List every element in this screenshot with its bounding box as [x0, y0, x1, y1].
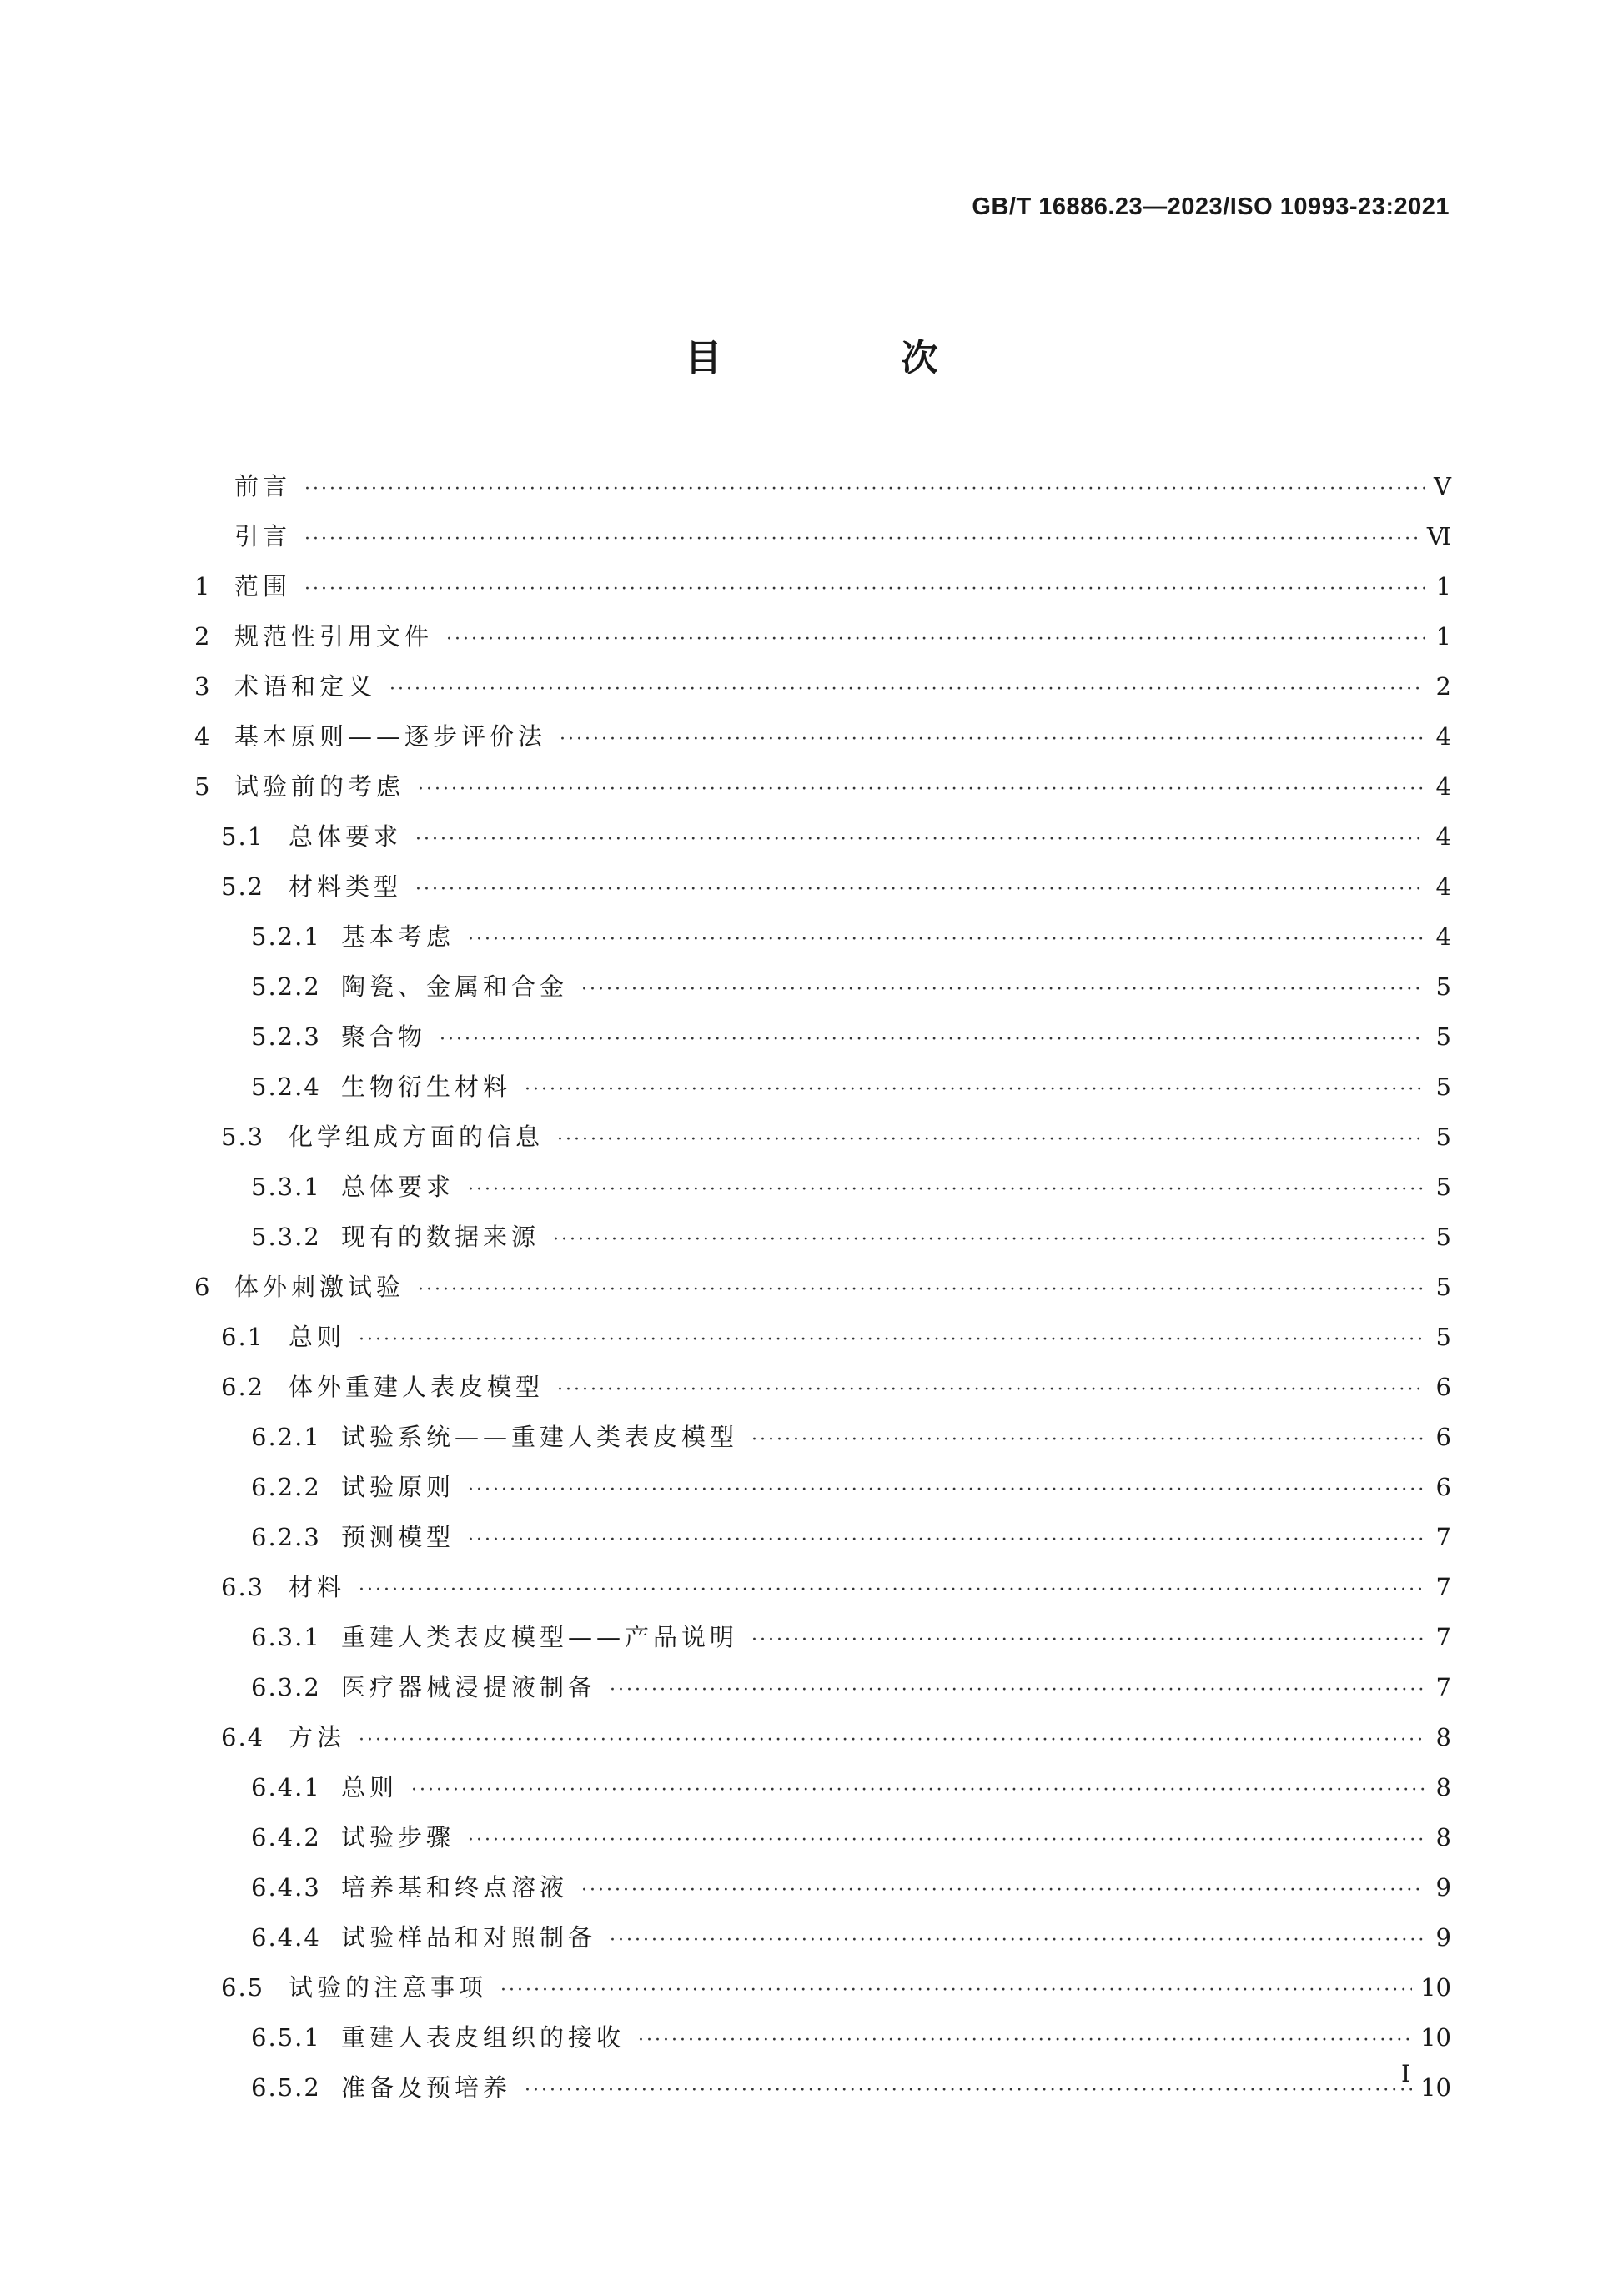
- toc-entry-title: 预测模型: [341, 1523, 455, 1551]
- toc-entry-title: 试验的注意事项: [289, 1973, 488, 2002]
- toc-entry-number: 5: [194, 772, 212, 801]
- toc-entry-title: 生物衍生材料: [341, 1073, 512, 1101]
- toc-entry-number: 5.3: [221, 1123, 265, 1151]
- toc-entry[interactable]: [194, 1862, 1451, 1912]
- toc-entry[interactable]: [194, 1762, 1451, 1812]
- toc-entry-page: 4: [1435, 772, 1451, 801]
- toc-entry[interactable]: [194, 1162, 1451, 1212]
- toc-entry-title: 术语和定义: [234, 672, 377, 701]
- toc-entry-number: 6.2.3: [251, 1523, 321, 1551]
- toc-entry[interactable]: [194, 461, 1451, 511]
- dot-leader: [557, 1365, 1425, 1415]
- toc-entry-page: 4: [1435, 722, 1451, 751]
- toc-entry[interactable]: [194, 1962, 1451, 2012]
- toc-entry-number: 6.2: [221, 1373, 265, 1401]
- toc-entry-number: 5.2.3: [251, 1022, 321, 1051]
- toc-entry-page: 5: [1435, 1022, 1451, 1051]
- toc-entry-page: 5: [1435, 972, 1451, 1001]
- toc-entry-title: 陶瓷、金属和合金: [341, 972, 569, 1001]
- toc-entry[interactable]: [194, 1062, 1451, 1112]
- toc-entry[interactable]: [194, 711, 1451, 761]
- toc-entry-page: 8: [1435, 1823, 1451, 1851]
- toc-entry-title: 化学组成方面的信息: [289, 1123, 545, 1151]
- toc-entry[interactable]: [194, 1512, 1451, 1562]
- dot-leader: [610, 1665, 1425, 1716]
- toc-entry-page: 7: [1435, 1523, 1451, 1551]
- toc-entry-title: 材料: [289, 1573, 346, 1601]
- toc-entry-page: 7: [1435, 1573, 1451, 1601]
- dot-leader: [415, 865, 1425, 915]
- toc-entry-title: 总体要求: [341, 1173, 455, 1201]
- toc-entry-page: 4: [1435, 822, 1451, 851]
- toc-entry-title: 现有的数据来源: [341, 1223, 540, 1251]
- toc-entry-page: 6: [1435, 1423, 1451, 1451]
- toc-entry-page: 8: [1435, 1723, 1451, 1751]
- toc-entry-number: 6: [194, 1273, 212, 1301]
- toc-entry-page: 2: [1435, 672, 1451, 701]
- toc-entry[interactable]: [194, 1812, 1451, 1862]
- toc-entry-page: 9: [1435, 1923, 1451, 1952]
- toc-entry-title: 重建人表皮组织的接收: [341, 2023, 626, 2052]
- table-of-contents: [194, 461, 1451, 2113]
- toc-entry-title: 试验步骤: [341, 1823, 455, 1851]
- dot-leader: [638, 2016, 1412, 2066]
- standard-number: GB/T 16886.23—2023/ISO 10993-23:2021: [972, 193, 1450, 220]
- toc-entry-number: 5.3.1: [251, 1173, 321, 1201]
- toc-entry[interactable]: [194, 1262, 1451, 1312]
- toc-entry[interactable]: [194, 862, 1451, 912]
- toc-entry-number: 5.2: [221, 872, 265, 901]
- toc-entry-page: 5: [1435, 1173, 1451, 1201]
- toc-entry-page: Ⅴ: [1434, 472, 1451, 500]
- toc-entry-title: 引言: [234, 522, 292, 550]
- dot-leader: [359, 1315, 1425, 1365]
- dot-leader: [581, 1866, 1425, 1916]
- dot-leader: [468, 915, 1425, 965]
- toc-entry-page: 6: [1435, 1373, 1451, 1401]
- toc-title: 目 次: [685, 337, 1022, 379]
- dot-leader: [557, 1115, 1425, 1165]
- toc-entry-title: 基本考虑: [341, 922, 455, 951]
- dot-leader: [751, 1615, 1425, 1665]
- toc-entry-number: 5.3.2: [251, 1223, 321, 1251]
- toc-entry[interactable]: [194, 912, 1451, 962]
- dot-leader: [468, 1165, 1425, 1215]
- dot-leader: [560, 715, 1425, 765]
- toc-entry[interactable]: [194, 1662, 1451, 1712]
- dot-leader: [500, 1966, 1412, 2016]
- dot-leader: [610, 1916, 1425, 1966]
- toc-entry-number: 6.5.2: [251, 2073, 321, 2102]
- toc-entry-page: 4: [1435, 872, 1451, 901]
- toc-entry-number: 6.4.1: [251, 1773, 321, 1801]
- toc-entry[interactable]: [194, 1562, 1451, 1612]
- toc-entry-number: 6.1: [221, 1323, 265, 1351]
- toc-entry[interactable]: [194, 1462, 1451, 1512]
- dot-leader: [468, 1515, 1425, 1565]
- toc-entry-page: 5: [1435, 1123, 1451, 1151]
- toc-entry-number: 6.3: [221, 1573, 265, 1601]
- toc-entry-number: 5.1: [221, 822, 265, 851]
- dot-leader: [446, 615, 1425, 665]
- toc-entry[interactable]: [194, 561, 1451, 611]
- toc-entry-title: 前言: [234, 472, 292, 500]
- toc-entry-number: 2: [194, 622, 212, 651]
- toc-entry-title: 试验样品和对照制备: [341, 1923, 597, 1952]
- toc-entry-number: 6.2.1: [251, 1423, 321, 1451]
- dot-leader: [468, 1465, 1425, 1515]
- dot-leader: [304, 515, 1419, 565]
- toc-entry-title: 准备及预培养: [341, 2073, 512, 2102]
- toc-entry-title: 聚合物: [341, 1022, 427, 1051]
- toc-entry-number: 4: [194, 722, 212, 751]
- toc-entry[interactable]: [194, 1312, 1451, 1362]
- toc-entry[interactable]: [194, 1612, 1451, 1662]
- page-number: Ⅰ: [1401, 2060, 1411, 2088]
- toc-entry-page: 1: [1435, 622, 1451, 651]
- toc-entry[interactable]: [194, 761, 1451, 811]
- toc-entry-title: 体外重建人表皮模型: [289, 1373, 545, 1401]
- toc-entry-number: 6.5.1: [251, 2023, 321, 2052]
- toc-entry-number: 5.2.2: [251, 972, 321, 1001]
- toc-entry[interactable]: [194, 962, 1451, 1012]
- toc-entry-number: 6.3.2: [251, 1673, 321, 1701]
- toc-entry-number: 6.2.2: [251, 1473, 321, 1501]
- toc-entry[interactable]: [194, 2012, 1451, 2062]
- toc-entry-title: 基本原则——逐步评价法: [234, 722, 547, 751]
- dot-leader: [468, 1816, 1425, 1866]
- toc-entry-page: 4: [1435, 922, 1451, 951]
- toc-entry-title: 体外刺激试验: [234, 1273, 405, 1301]
- toc-entry-number: 6.4.2: [251, 1823, 321, 1851]
- toc-entry-title: 总则: [289, 1323, 346, 1351]
- toc-entry-title: 试验前的考虑: [234, 772, 405, 801]
- dot-leader: [359, 1716, 1425, 1766]
- toc-entry-title: 范围: [234, 572, 292, 600]
- dot-leader: [389, 665, 1425, 715]
- dot-leader: [553, 1215, 1425, 1265]
- toc-entry-title: 材料类型: [289, 872, 403, 901]
- toc-entry-title: 试验原则: [341, 1473, 455, 1501]
- dot-leader: [525, 2066, 1412, 2116]
- toc-entry-number: 3: [194, 672, 212, 701]
- toc-entry-title: 试验系统——重建人类表皮模型: [341, 1423, 739, 1451]
- toc-entry[interactable]: [194, 1412, 1451, 1462]
- toc-entry-page: 5: [1435, 1223, 1451, 1251]
- dot-leader: [525, 1065, 1425, 1115]
- toc-entry-page: 5: [1435, 1273, 1451, 1301]
- toc-entry[interactable]: [194, 1362, 1451, 1412]
- dot-leader: [581, 965, 1425, 1015]
- toc-entry-number: 6.4.3: [251, 1873, 321, 1902]
- toc-entry-page: 5: [1435, 1323, 1451, 1351]
- dot-leader: [304, 465, 1425, 515]
- toc-entry-number: 6.4.4: [251, 1923, 321, 1952]
- toc-entry[interactable]: [194, 2062, 1451, 2113]
- toc-entry[interactable]: [194, 1112, 1451, 1162]
- toc-entry-title: 规范性引用文件: [234, 622, 434, 651]
- dot-leader: [418, 1265, 1425, 1315]
- dot-leader: [411, 1766, 1425, 1816]
- toc-entry[interactable]: [194, 511, 1451, 561]
- toc-entry-page: 8: [1435, 1773, 1451, 1801]
- toc-entry[interactable]: [194, 611, 1451, 661]
- toc-entry[interactable]: [194, 1712, 1451, 1762]
- toc-entry[interactable]: [194, 661, 1451, 711]
- toc-entry-number: 6.3.1: [251, 1623, 321, 1651]
- dot-leader: [751, 1415, 1425, 1465]
- toc-entry-page: 9: [1435, 1873, 1451, 1902]
- toc-entry-page: 10: [1420, 1973, 1451, 2002]
- toc-entry-page: 10: [1420, 2023, 1451, 2052]
- toc-entry-number: 6.4: [221, 1723, 265, 1751]
- dot-leader: [415, 815, 1425, 865]
- toc-entry-number: 5.2.4: [251, 1073, 321, 1101]
- toc-entry-title: 总体要求: [289, 822, 403, 851]
- toc-entry-page: 10: [1420, 2073, 1451, 2102]
- toc-entry-title: 医疗器械浸提液制备: [341, 1673, 597, 1701]
- toc-entry[interactable]: [194, 1912, 1451, 1962]
- toc-entry-number: 1: [194, 572, 212, 600]
- dot-leader: [359, 1565, 1425, 1615]
- toc-entry-title: 总则: [341, 1773, 399, 1801]
- dot-leader: [440, 1015, 1425, 1065]
- toc-entry-number: 6.5: [221, 1973, 265, 2002]
- toc-entry[interactable]: [194, 1012, 1451, 1062]
- toc-entry-number: 5.2.1: [251, 922, 321, 951]
- toc-entry-page: 7: [1435, 1673, 1451, 1701]
- toc-entry-title: 培养基和终点溶液: [341, 1873, 569, 1902]
- dot-leader: [304, 565, 1425, 615]
- dot-leader: [418, 765, 1425, 815]
- toc-entry-title: 重建人类表皮模型——产品说明: [341, 1623, 739, 1651]
- toc-entry-page: Ⅵ: [1426, 522, 1451, 550]
- toc-entry[interactable]: [194, 1212, 1451, 1262]
- toc-entry[interactable]: [194, 811, 1451, 862]
- toc-entry-page: 7: [1435, 1623, 1451, 1651]
- toc-entry-page: 5: [1435, 1073, 1451, 1101]
- toc-entry-page: 1: [1435, 572, 1451, 600]
- toc-entry-title: 方法: [289, 1723, 346, 1751]
- toc-entry-page: 6: [1435, 1473, 1451, 1501]
